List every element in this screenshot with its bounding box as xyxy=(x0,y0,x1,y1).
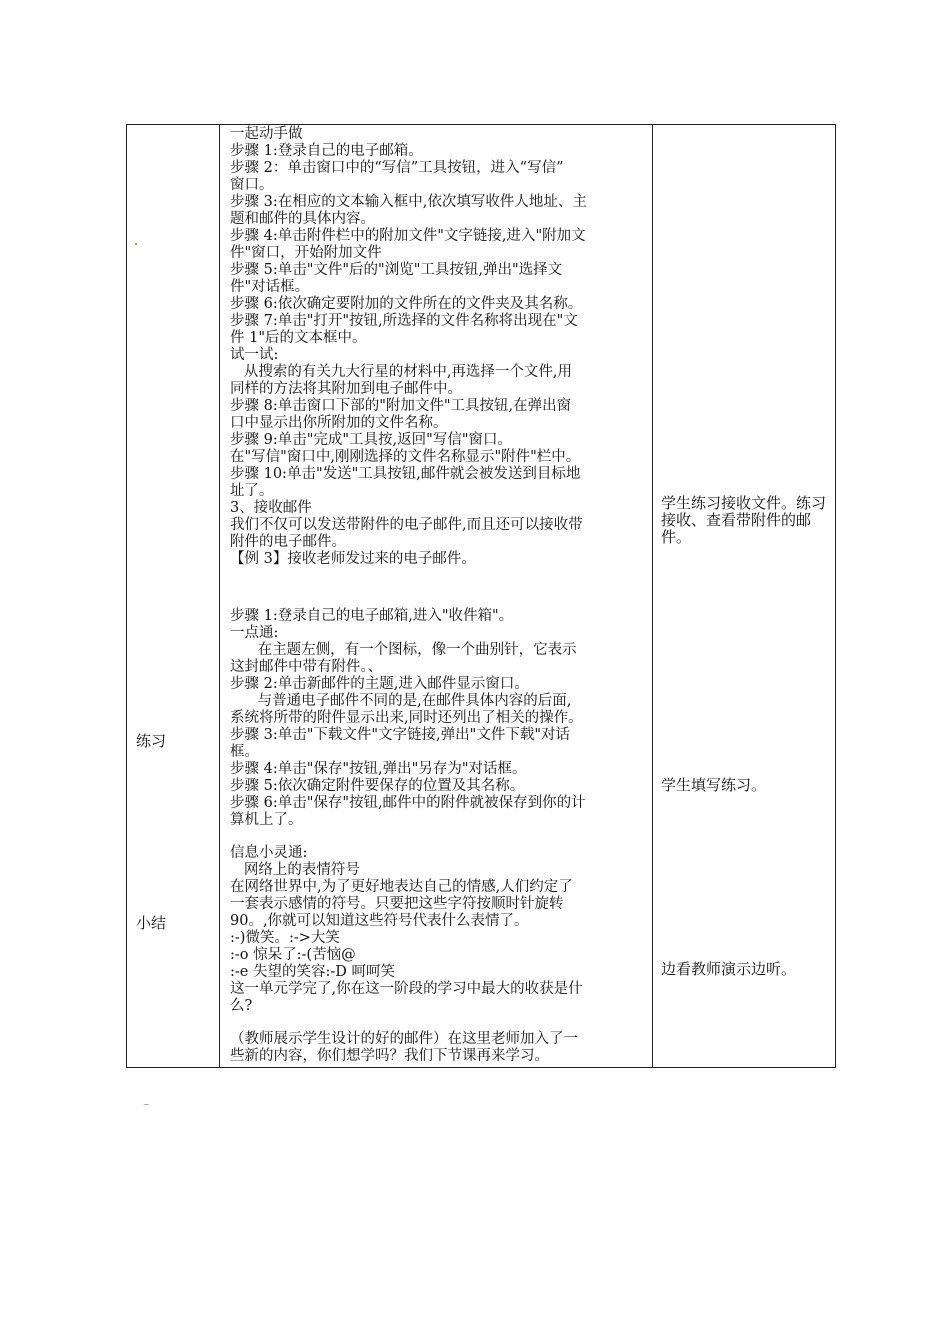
text-line: 附件的电子邮件。 xyxy=(230,534,346,550)
content-column xyxy=(220,125,653,1068)
student-note-demo: 边看教师演示边听。 xyxy=(661,960,797,978)
text-line: 步骤 7:单击"打开"按钮,所选择的文件名称将出现在"文 xyxy=(230,313,578,329)
stage-label-summary: 小结 xyxy=(136,914,167,932)
text-line: 步骤 1:登录自己的电子邮箱。 xyxy=(230,143,423,159)
text-line: 步骤 9:单击"完成"工具按,返回"写信"窗口。 xyxy=(230,432,513,448)
info-emoticons xyxy=(230,845,648,1015)
text-line: 件 1"后的文本框中。 xyxy=(230,330,367,346)
text-line: 试一试: xyxy=(230,347,279,363)
text-line: 一起动手做 xyxy=(230,126,303,142)
steps-send-attachment xyxy=(230,126,648,568)
text-line: 题和邮件的具体内容。 xyxy=(230,211,375,227)
text-line: 这一单元学完了,你在这一阶段的学习中最大的收获是什 xyxy=(230,981,583,997)
text-line: 90。,你就可以知道这些符号代表什么表情了。 xyxy=(230,913,529,929)
text-line: 这封邮件中带有附件。、 xyxy=(230,659,383,675)
table-row xyxy=(127,125,836,1068)
text-line: 【例 3】接收老师发过来的电子邮件。 xyxy=(230,551,476,567)
footer-mark: ~ xyxy=(143,1100,150,1109)
steps-receive-attachment xyxy=(230,608,648,829)
student-note-exercise: 学生填写练习。 xyxy=(661,776,767,794)
text-line: 步骤 2:单击新邮件的主题,进入邮件显示窗口。 xyxy=(230,676,529,692)
text-line: 步骤 10:单击"发送"工具按钮,邮件就会被发送到目标地 xyxy=(230,466,581,482)
text-line: 框。 xyxy=(230,744,259,760)
text-line: 步骤 4:单击"保存"按钮,弹出"另存为"对话框。 xyxy=(230,761,527,777)
student-note-receive: 学生练习接收文件。练习接收、查看带附件的邮件。 xyxy=(661,494,827,546)
text-line: 信息小灵通: xyxy=(230,845,308,861)
text-line: 步骤 6:单击"保存"按钮,邮件中的附件就被保存到你的计 xyxy=(230,795,586,811)
text-line: 步骤 5:单击"文件"后的"浏览"工具按钮,弹出"选择文 xyxy=(230,262,563,278)
text-line: 算机上了。 xyxy=(230,812,303,828)
text-line: 件"对话框。 xyxy=(230,279,310,295)
text-line: :-e 失望的笑容:-D 呵呵笑 xyxy=(230,964,395,980)
text-line: 在"写信"窗口中,刚刚选择的文件名称显示"附件"栏中。 xyxy=(230,449,581,465)
stray-mark xyxy=(135,243,137,245)
text-line: 系统将所带的附件显示出来,同时还列出了相关的操作。 xyxy=(230,710,583,726)
text-line: 一点通: xyxy=(230,625,279,641)
closing-remarks xyxy=(230,1031,648,1065)
text-line: 步骤 4:单击附件栏中的附加文件"文字链接,进入"附加文 xyxy=(230,228,586,244)
text-line: 口中显示出你所附加的文件名称。 xyxy=(230,415,448,431)
text-line: 步骤 6:依次确定要附加的文件所在的文件夹及其名称。 xyxy=(230,296,583,312)
text-line: 步骤 8:单击窗口下部的"附加文件"工具按钮,在弹出窗 xyxy=(230,398,572,414)
text-line: 步骤 3:在相应的文本输入框中,依次填写收件人地址、主 xyxy=(230,194,587,210)
lesson-plan-table xyxy=(126,124,836,1068)
text-line: 在网络世界中,为了更好地表达自己的情感,人们约定了 xyxy=(230,879,573,895)
text-line: 些新的内容，你们想学吗？我们下节课再来学习。 xyxy=(230,1048,549,1064)
text-line: 网络上的表情符号 xyxy=(230,862,360,878)
text-line: 在主题左侧，有一个图标，像一个曲别针，它表示 xyxy=(230,642,577,658)
text-line: 步骤 5:依次确定附件要保存的位置及其名称。 xyxy=(230,778,525,794)
student-activity-column xyxy=(653,125,836,1068)
text-line: :-)微笑。:->大笑 xyxy=(230,930,340,946)
text-line: 窗口。 xyxy=(230,177,274,193)
text-line: 址了。 xyxy=(230,483,274,499)
text-line: 一套表示感情的符号。只要把这些字符按顺时针旋转 xyxy=(230,896,564,912)
text-line: （教师展示学生设计的好的邮件）在这里老师加入了一 xyxy=(230,1031,578,1047)
text-line: :-o 惊呆了:-(苦恼@ xyxy=(230,947,356,963)
text-line: 同样的方法将其附加到电子邮件中。 xyxy=(230,381,462,397)
text-line: 步骤 2：单击窗口中的“写信”工具按钮，进入“写信” xyxy=(230,160,564,176)
text-line: 3、接收邮件 xyxy=(230,500,312,516)
text-line: 件"窗口，开始附加文件 xyxy=(230,245,382,261)
stage-column xyxy=(127,125,220,1068)
text-line: 从搜索的有关九大行星的材料中,再选择一个文件,用 xyxy=(230,364,573,380)
text-line: 步骤 1:登录自己的电子邮箱,进入"收件箱"。 xyxy=(230,608,514,624)
text-line: 么? xyxy=(230,998,253,1014)
text-line: 步骤 3:单击"下载文件"文字链接,弹出"文件下载"对话 xyxy=(230,727,571,743)
text-line: 与普通电子邮件不同的是,在邮件具体内容的后面, xyxy=(230,693,572,709)
text-line: 我们不仅可以发送带附件的电子邮件,而且还可以接收带 xyxy=(230,517,583,533)
stage-label-practice: 练习 xyxy=(136,732,167,750)
